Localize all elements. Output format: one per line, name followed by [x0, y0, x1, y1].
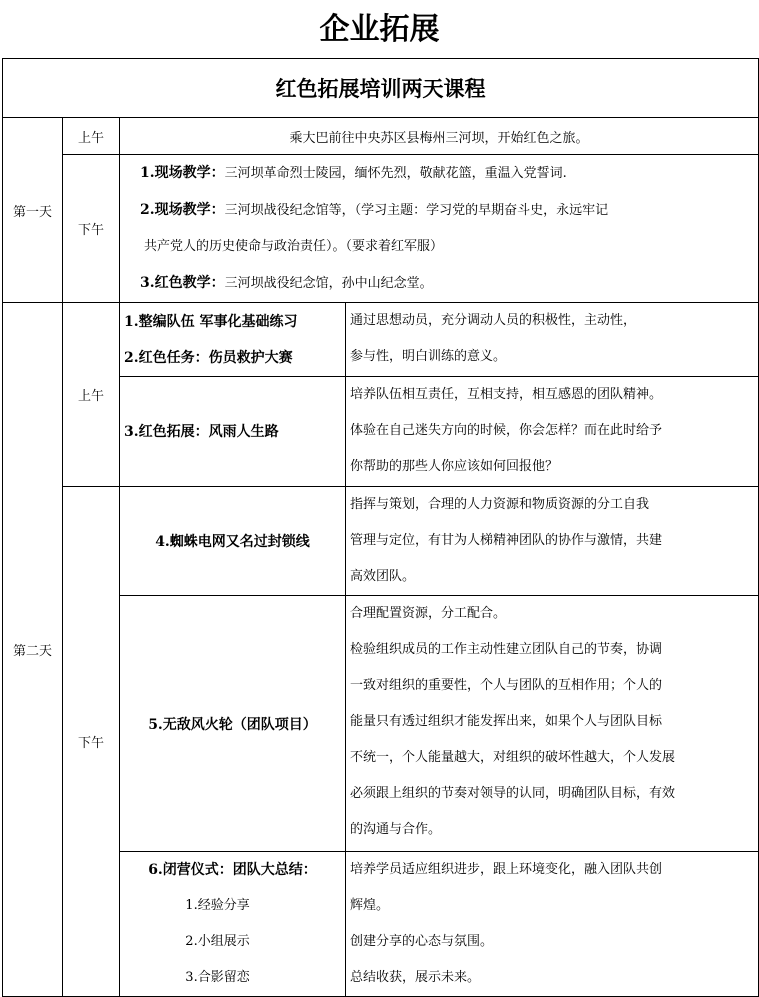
list-item: 1.经验分享 — [185, 898, 250, 913]
activity-cell: 4.蜘蛛电网又名过封锁线 — [120, 487, 346, 596]
activity-cell: 5.无敌风火轮（团队项目） — [120, 596, 346, 852]
day1-morning-label: 上午 — [63, 118, 120, 155]
list-item: 2.小组展示 — [185, 934, 250, 949]
page-title: 企业拓展 — [319, 12, 440, 47]
day2-morning-label: 上午 — [63, 303, 120, 487]
description-cell: 培养学员适应组织进步，跟上环境变化，融入团队共创 辉煌。 创建分享的心态与氛围。 总结收获，展示未来。 — [346, 852, 759, 997]
description-cell: 培养队伍相互责任，互相支持，相互感恩的团队精神。 体验在自己迷失方向的时候，你会怎样？而在此时给予 你帮助的那些人你应该如何回报他？ — [346, 377, 759, 487]
list-item-continuation: 共产党人的历史使命与政治责任）。（要求着红军服） — [144, 239, 444, 254]
day1-morning-text: 乘大巴前往中央苏区县梅州三河坝，开始红色之旅。 — [120, 118, 759, 155]
activity-cell: 3.红色拓展：风雨人生路 — [120, 377, 346, 487]
day2-label: 第二天 — [3, 303, 63, 997]
list-item: 3.红色教学：三河坝战役纪念馆，孙中山纪念堂。 — [140, 275, 433, 291]
day1-afternoon-label: 下午 — [63, 155, 120, 303]
day2-afternoon-label: 下午 — [63, 487, 120, 997]
description-cell: 通过思想动员，充分调动人员的积极性，主动性， 参与性，明白训练的意义。 — [346, 303, 759, 377]
course-table — [2, 58, 759, 997]
table-title: 红色拓展培训两天课程 — [3, 59, 759, 118]
list-item: 3.合影留恋 — [185, 970, 250, 985]
description-cell: 指挥与策划，合理的人力资源和物质资源的分工自我 管理与定位，有甘为人梯精神团队的协作与激情，共建 高效团队。 — [346, 487, 759, 596]
list-item: 2.现场教学：三河坝战役纪念馆等，（学习主题：学习党的早期奋斗史，永远牢记 — [140, 202, 609, 218]
activity-cell: 1.整编队伍 军事化基础练习 2.红色任务：伤员救护大赛 — [120, 303, 346, 377]
activity-cell: 6.闭营仪式：团队大总结： 1.经验分享 2.小组展示 3.合影留恋 — [120, 852, 346, 997]
description-cell: 合理配置资源，分工配合。 检验组织成员的工作主动性建立团队自己的节奏，协调 一致对组织的重要性，个人与团队的互相作用；个人的 能量只有透过组织才能发挥出来，如果个人与团队目标 不统一，个人能量越大，对组织的破坏性越大，个人发展 必须跟上组织的节奏对领导的认同，明确团队目标，有效 的沟通与合作。 — [346, 596, 759, 852]
day1-label: 第一天 — [3, 118, 63, 303]
list-item: 1.现场教学：三河坝革命烈士陵园，缅怀先烈，敬献花篮，重温入党誓词. — [140, 165, 567, 181]
day1-afternoon-schedule — [120, 155, 759, 303]
